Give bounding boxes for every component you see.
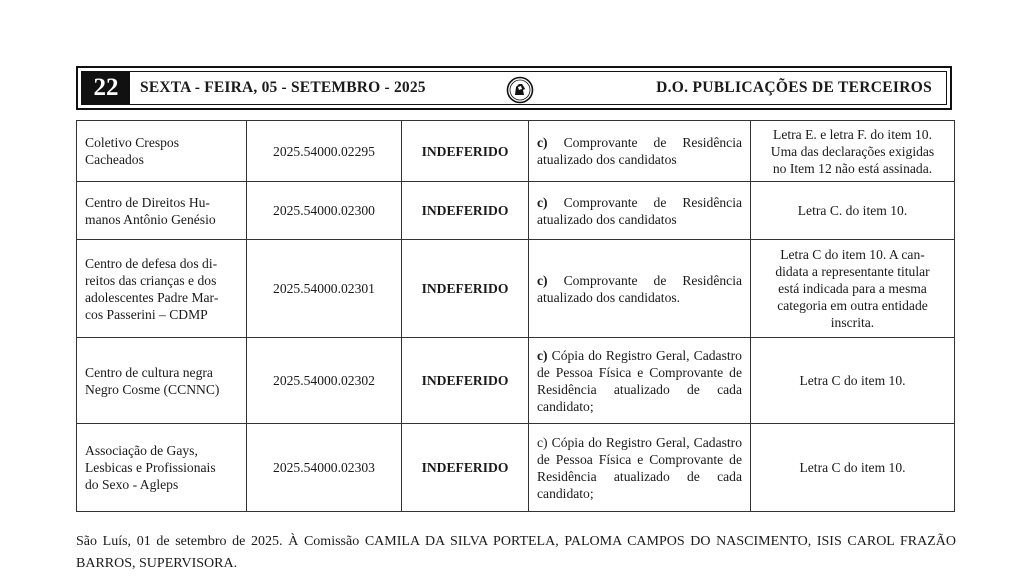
entity-name-line: reitos das crianças e dos [85,272,217,288]
observation-line: Letra C. do item 10. [797,203,908,218]
observation-line: Letra C do item 10. [799,373,906,388]
process-number: 2025.54000.02295 [247,121,402,182]
observation-line: inscrita. [830,315,875,330]
entity-name-line: Centro de defesa dos di- [85,255,218,271]
process-number: 2025.54000.02300 [247,182,402,240]
requirement-item-letter: c) [537,347,548,363]
observation-line: no Item 12 não está assinada. [772,160,933,176]
status-label: INDEFERIDO [402,182,529,240]
process-number: 2025.54000.02301 [247,240,402,338]
observation-line: Letra C do item 10. A can- [780,247,925,262]
table-row [77,240,955,338]
table-row [77,121,955,182]
entity-name-line: Cacheados [85,152,144,167]
status-label: INDEFERIDO [402,424,529,512]
entity-name-line: cos Passerini – CDMP [85,306,208,322]
observation-line: Letra C do item 10. [799,460,906,475]
observation-line: Letra E. e letra F. do item 10. [773,126,932,142]
entity-name-line: Negro Cosme (CCNNC) [85,381,220,397]
observation [751,424,955,512]
requirement-text: Comprovante de Residência atualizado dos candidatos [537,194,743,227]
entity-name-line: Coletivo Crespos [85,135,180,150]
observation-line: Uma das declarações exigidas [770,143,935,159]
requirement-text: Comprovante de Residência atualizado dos candidatos. [537,272,743,305]
process-number: 2025.54000.02303 [247,424,402,512]
missing-requirement [529,182,751,240]
process-number: 2025.54000.02302 [247,338,402,424]
section-title: D.O. PUBLICAÇÕES DE TERCEIROS [656,79,932,96]
page-header [76,66,952,110]
entity-name [77,240,247,338]
observation-line: didata a representante titular [775,264,930,279]
entity-name-line: manos Antônio Genésio [85,211,216,227]
page-header-inner [81,71,947,105]
requirement-text: c) Cópia do Registro Geral, Cadastro de Pessoa Física e Comprovante de Residência atualizado de cada candidato; [537,434,742,501]
missing-requirement [529,240,751,338]
requirement-text: Comprovante de Residência atualizado dos candidatos [537,135,743,167]
entity-name-line: Associação de Gays, [85,443,198,458]
requirement-item-letter: c) [537,135,548,150]
page-number: 22 [82,72,130,104]
missing-requirement [529,424,751,512]
entity-name-line: Lesbicas e Profissionais [85,460,216,475]
results-table [76,120,955,512]
observation-line: está indicada para a mesma [778,281,927,296]
publication-date: SEXTA - FEIRA, 05 - SETEMBRO - 2025 [140,79,426,96]
status-label: INDEFERIDO [402,121,529,182]
requirement-text: Cópia do Registro Geral, Cadastro de Pessoa Física e Comprovante de Residência atualizado de cada candidato; [537,347,742,414]
observation [751,240,955,338]
requirement-item-letter: c) [537,272,548,288]
entity-name [77,121,247,182]
entity-name-line: Centro de cultura negra [85,364,213,380]
table-row [77,424,955,512]
observation [751,338,955,424]
missing-requirement [529,121,751,182]
observation-line: categoria em outra entidade [777,298,928,313]
table-row [77,182,955,240]
entity-name [77,338,247,424]
status-label: INDEFERIDO [402,338,529,424]
observation [751,182,955,240]
missing-requirement [529,338,751,424]
signature-paragraph: São Luís, 01 de setembro de 2025. À Comissão CAMILA DA SILVA PORTELA, PALOMA CAMPOS DO NASCIMENTO, ISIS CAROL FRAZÃO BARROS, SUPERVISORA. [76,534,956,571]
requirement-item-letter: c) [537,194,548,210]
observation [751,121,955,182]
entity-name [77,424,247,512]
entity-name [77,182,247,240]
entity-name-line: Centro de Direitos Hu- [85,194,210,210]
table-row [77,338,955,424]
entity-name-line: adolescentes Padre Mar- [85,289,219,305]
status-label: INDEFERIDO [402,240,529,338]
state-coat-of-arms-icon [506,76,534,104]
entity-name-line: do Sexo - Agleps [85,477,179,492]
